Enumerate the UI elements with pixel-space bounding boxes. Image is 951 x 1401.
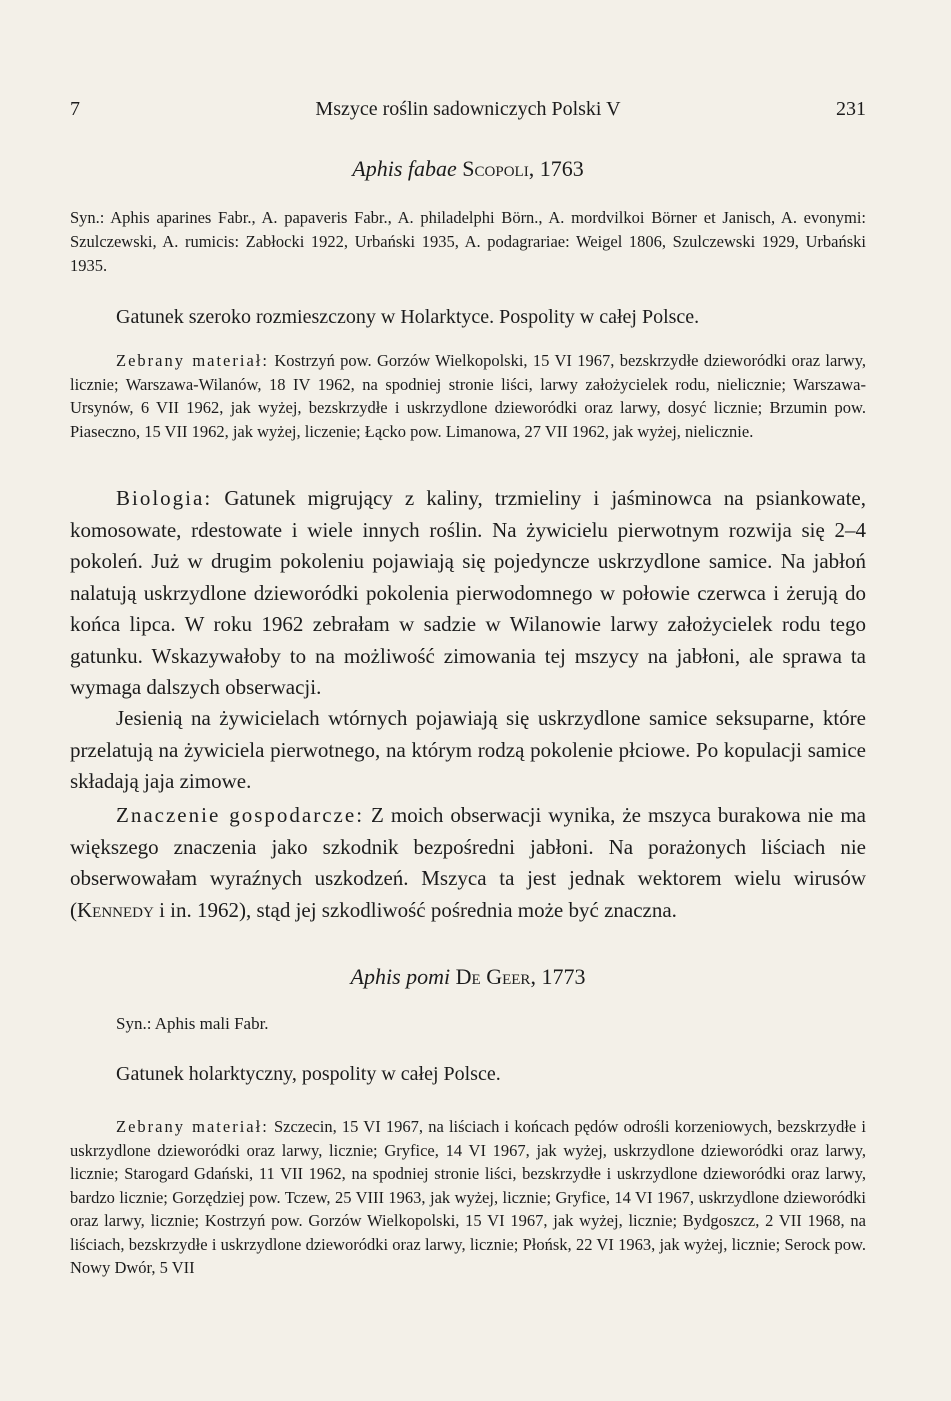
material-paragraph: [70, 349, 866, 443]
distribution-paragraph: Gatunek holarktyczny, pospolity w całej Polsce.: [116, 1063, 501, 1085]
page-number: 231: [836, 98, 866, 120]
economic-paragraph: [70, 800, 866, 926]
economic-label: Znaczenie gospodarcze:: [116, 803, 365, 827]
species-name: Aphis pomi: [350, 964, 451, 989]
synonymy-paragraph: Syn.: Aphis aparines Fabr., A. papaveris Fabr., A. philadelphi Börn., A. mordvilkoi Börner et Janisch, A. evonymi: Szulczewski, A. rumicis: Zabłocki 1922, Urbański 1935, A. podagrariae: Weigel 1806, Szulczewski 1929, Urbański 1935.: [70, 208, 866, 275]
economic-text-a: Z moich obserwacji wynika, że mszyca burakowa nie ma większego znaczenia jako szkodnik bezpośredni jabłoni. Na porażonych liściach nie obserwowałam wyraźnych uszkodzeń. Mszyca ta jest jednak wektorem wielu wirusów (: [70, 803, 867, 922]
economic-citation: Kennedy: [77, 897, 154, 922]
running-title: Mszyce roślin sadowniczych Polski V: [315, 98, 621, 120]
material-text: Kostrzyń pow. Gorzów Wielkopolski, 15 VI 1967, bezskrzydłe dzieworódki oraz larwy, licznie; Warszawa-Wilanów, 18 IV 1962, na spodniej stronie liści, larwy założycielek rodu, nielicznie; Warszawa-Ursynów, 6 VII 1962, jak wyżej, bezskrzydłe i uskrzydlone dzieworódki oraz larwy, dosyć licznie; Brzumin pow. Piaseczno, 15 VII 1962, jak wyżej, liczenie; Łącko pow. Limanowa, 27 VII 1962, jak wyżej, nielicznie.: [70, 351, 867, 441]
species-title-aphis-fabae: [70, 156, 866, 182]
economic-text-b: i in. 1962), stąd jej szkodliwość pośrednia może być znaczna.: [153, 897, 677, 922]
biology-paragraph: [70, 483, 866, 704]
species-title-aphis-pomi: [70, 964, 866, 990]
biology-text: Gatunek migrujący z kaliny, trzmieliny i jaśminowca na psiankowate, komosowate, rdestowate i wiele innych roślin. Na żywicielu pierwotnym rozwija się 2–4 pokoleń. Już w drugim pokoleniu pojawiają się pojedyncze uskrzydlone samice. Na jabłoń nalatują uskrzydlone dzieworódki pokolenia pierwodomnego w połowie czerwca i żerują do końca lipca. W roku 1962 zebrałam w sadzie w Wilanowie larwy założycielek rodu tego gatunku. Wskazywałoby to na możliwość zimowania tej mszycy na jabłoni, ale sprawa ta wymaga dalszych obserwacji.: [70, 486, 866, 699]
species-author: De Geer: [455, 964, 531, 989]
species-year: , 1763: [528, 156, 584, 181]
synonymy-paragraph: Syn.: Aphis mali Fabr.: [116, 1014, 269, 1033]
material-paragraph: [70, 1115, 866, 1280]
species-name: Aphis fabae: [352, 156, 457, 181]
biology-paragraph-2: Jesienią na żywicielach wtórnych pojawiają się uskrzydlone samice seksuparne, które przelatują na żywiciela pierwotnego, na którym rodzą pokolenie płciowe. Po kopulacji samice składają jaja zimowe.: [70, 706, 866, 793]
biology-label: Biologia:: [116, 486, 213, 510]
distribution-paragraph: Gatunek szeroko rozmieszczony w Holarktyce. Pospolity w całej Polsce.: [116, 306, 700, 328]
species-author: Scopoli: [462, 156, 529, 181]
material-label: Zebrany materiał:: [116, 351, 269, 370]
signature-mark: 7: [70, 98, 80, 120]
species-year: , 1773: [530, 964, 586, 989]
material-label: Zebrany materiał:: [116, 1117, 269, 1136]
page-header: [70, 98, 866, 126]
material-text: Szczecin, 15 VI 1967, na liściach i końcach pędów odrośli korzeniowych, bezskrzydłe i uskrzydlone dzieworódki oraz larwy, licznie; Gryfice, 14 VI 1967, jak wyżej, uskrzydlone dzieworódki oraz larwy, licznie; Starogard Gdański, 11 VII 1962, na spodniej stronie liści, bezskrzydłe i uskrzydlone dzieworódki oraz larwy, bardzo licznie; Gorzędziej pow. Tczew, 25 VIII 1963, jak wyżej, licznie; Gryfice, 14 VI 1967, uskrzydlone dzieworódki oraz larwy, licznie; Kostrzyń pow. Gorzów Wielkopolski, 15 VI 1967, jak wyżej, licznie; Bydgoszcz, 2 VII 1968, na liściach, bezskrzydłe i uskrzydlone dzieworódki oraz larwy, licznie; Płońsk, 22 VI 1963, jak wyżej, licznie; Serock pow. Nowy Dwór, 5 VII: [70, 1117, 866, 1277]
